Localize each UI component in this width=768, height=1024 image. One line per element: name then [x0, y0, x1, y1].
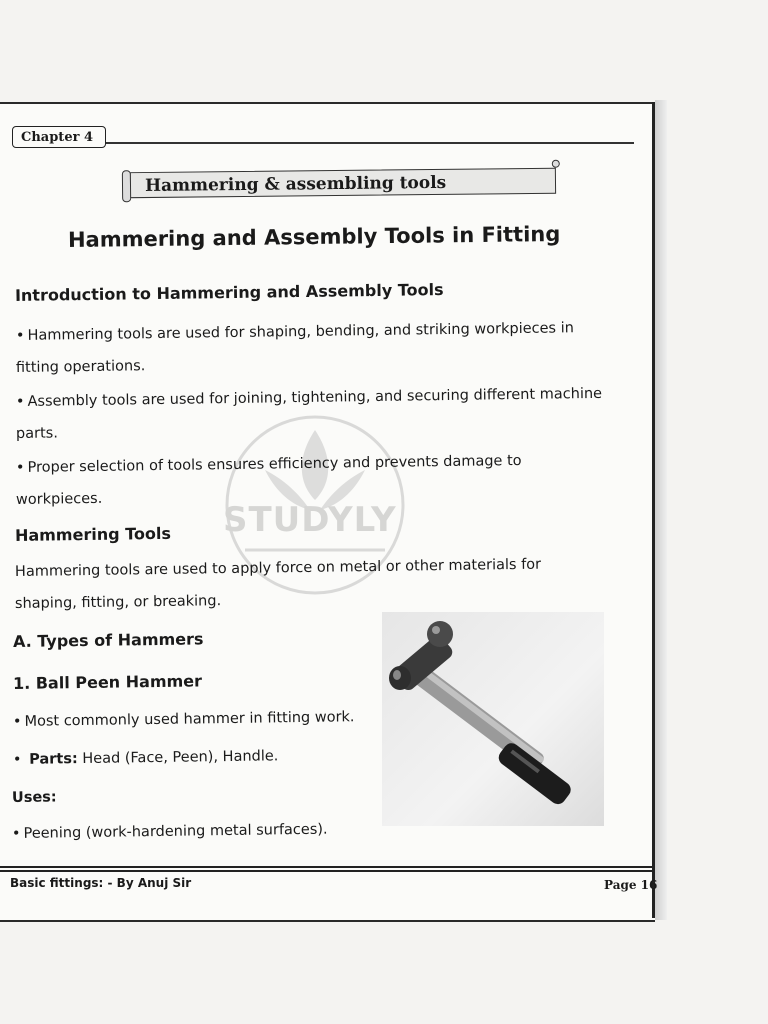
intro-bullet-3-line-2: workpieces. — [15, 490, 103, 508]
section-heading-intro: Introduction to Hammering and Assembly Tools — [14, 280, 444, 305]
watermark-text: STUDYLY — [223, 500, 397, 540]
section-heading-types-of-hammers: A. Types of Hammers — [12, 629, 204, 651]
page-right-border — [652, 102, 655, 918]
footer-rule-bottom — [0, 870, 652, 872]
intro-bullet-2-line-1: • Assembly tools are used for joining, tightening, and securing different machine — [16, 378, 602, 419]
ball-peen-bullet-1: • Most commonly used hammer in fitting work. — [13, 701, 355, 739]
intro-bullet-2-line-2: parts. — [15, 425, 59, 442]
hammer-photo — [382, 612, 604, 826]
page-title: Hammering and Assembly Tools in Fitting — [67, 221, 561, 252]
banner-scroll-curl-right — [552, 160, 560, 168]
subheading-ball-peen-hammer: 1. Ball Peen Hammer — [12, 671, 203, 693]
banner-title: Hammering & assembling tools — [130, 168, 556, 198]
hammering-tools-line-2: shaping, fitting, or breaking. — [14, 593, 222, 612]
page-edge-shadow — [655, 100, 667, 920]
intro-bullet-1-line-1: • Hammering tools are used for shaping, bending, and striking workpieces in — [16, 312, 574, 353]
section-heading-hammering-tools: Hammering Tools — [14, 523, 172, 545]
chapter-banner — [122, 166, 556, 203]
uses-bullet-1: • Peening (work-hardening metal surfaces). — [12, 814, 328, 851]
footer-author: Basic fittings: - By Anuj Sir — [10, 876, 192, 890]
intro-bullet-1-line-2: fitting operations. — [15, 358, 146, 376]
intro-bullet-3-line-1: • Proper selection of tools ensures efficiency and prevents damage to — [16, 445, 522, 485]
ball-peen-parts — [13, 740, 279, 777]
chapter-divider — [106, 142, 634, 144]
footer-rule-top — [0, 866, 652, 868]
parts-label: Parts: — [29, 751, 78, 768]
footer-page-number: Page 16 — [604, 878, 658, 892]
chapter-label: Chapter 4 — [12, 126, 106, 148]
hammering-tools-line-1: Hammering tools are used to apply force on metal or other materials for — [14, 556, 542, 580]
parts-value: Head (Face, Peen), Handle. — [82, 748, 279, 768]
uses-label: Uses: — [11, 789, 57, 806]
ball-peen-hammer-image-icon — [382, 612, 604, 826]
